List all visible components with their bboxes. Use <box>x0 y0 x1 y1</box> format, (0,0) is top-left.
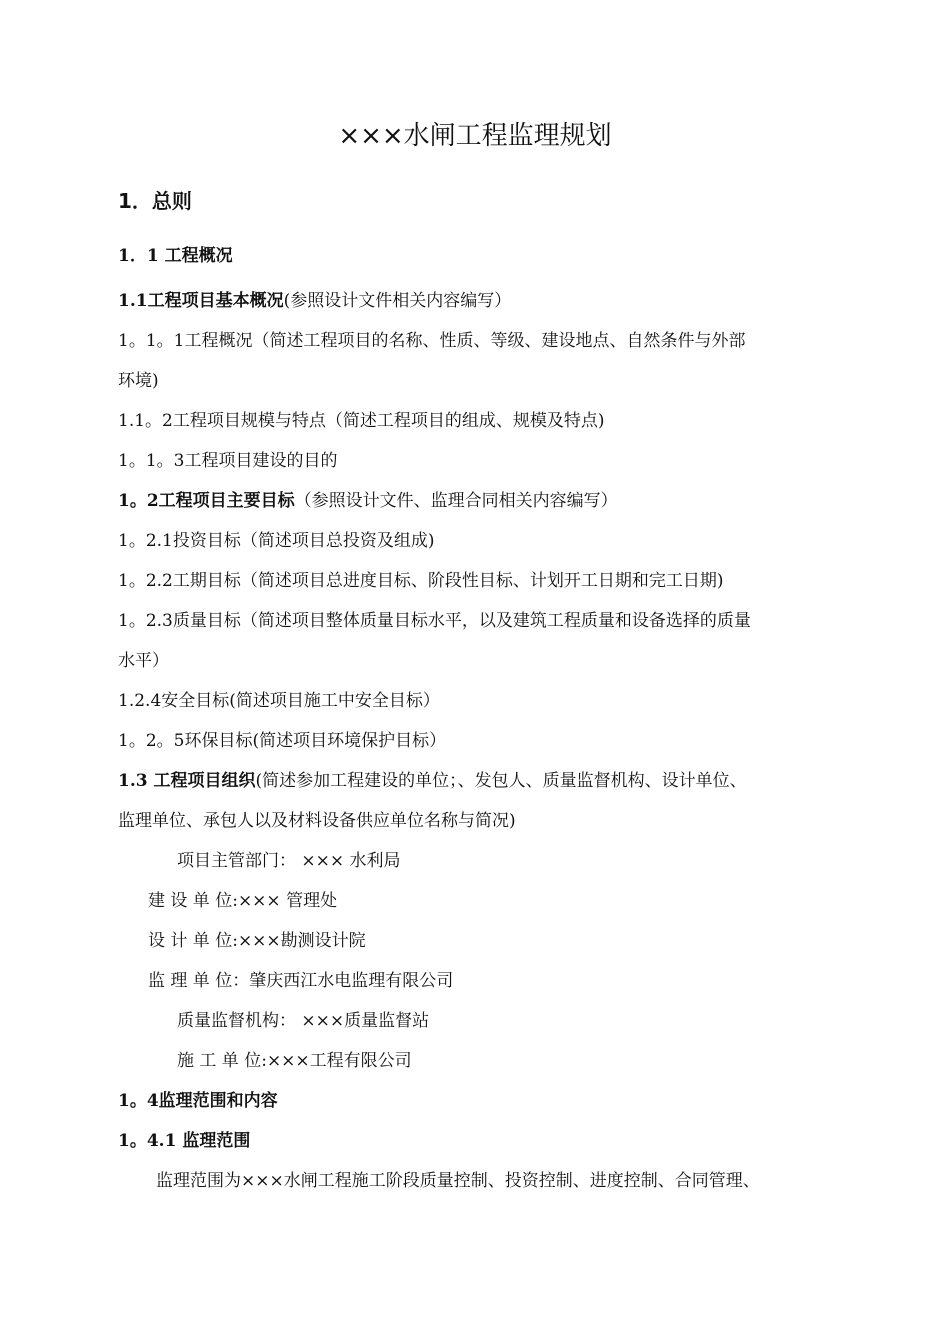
section-1-4-1-heading: 1。4.1 监理范围 <box>118 1131 251 1151</box>
item-1-2-4-line: 1.2.4安全目标(简述项目施工中安全目标） <box>118 691 440 711</box>
item-1-2-label: 1。2工程项目主要目标 <box>118 491 295 511</box>
item-1-3-line1 <box>118 769 747 793</box>
org-construction-unit: 建 设 单 位:××× 管理处 <box>148 891 338 911</box>
org-supervising-dept: 项目主管部门： ××× 水利局 <box>177 851 401 871</box>
section-1-heading: 1．总则 <box>118 189 192 213</box>
item-1-1-line <box>118 289 511 313</box>
scope-paragraph: 监理范围为×××水闸工程施工阶段质量控制、投资控制、进度控制、合同管理、 <box>156 1171 760 1191</box>
item-1-2-2-line: 1。2.2工期目标（简述项目总进度目标、阶段性目标、计划开工日期和完工日期) <box>118 571 724 591</box>
document-title: ×××水闸工程监理规划 <box>338 121 612 151</box>
item-1-2-note: （参照设计文件、监理合同相关内容编写） <box>294 491 618 511</box>
item-1-1-2-line: 1.1。2工程项目规模与特点（简述工程项目的组成、规模及特点) <box>118 411 605 431</box>
org-contractor: 施 工 单 位:×××工程有限公司 <box>177 1051 412 1071</box>
item-1-1-3-line: 1。1。3工程项目建设的目的 <box>118 451 338 471</box>
item-1-1-1-line2: 环境) <box>118 371 159 391</box>
item-1-2-3-line1: 1。2.3质量目标（简述项目整体质量目标水平，以及建筑工程质量和设备选择的质量 <box>118 611 751 631</box>
item-1-2-1-line: 1。2.1投资目标（简述项目总投资及组成) <box>118 531 435 551</box>
org-design-unit: 设 计 单 位:×××勘测设计院 <box>148 931 366 951</box>
item-1-1-1-line1: 1。1。1工程概况（简述工程项目的名称、性质、等级、建设地点、自然条件与外部 <box>118 331 746 351</box>
item-1-1-label: 1.1工程项目基本概况 <box>118 291 284 311</box>
item-1-2-5-line: 1。2。5环保目标(简述项目环境保护目标） <box>118 731 447 751</box>
section-1-4-heading: 1。4监理范围和内容 <box>118 1091 278 1111</box>
section-1-1-heading: 1．1 工程概况 <box>118 246 233 266</box>
item-1-2-line <box>118 489 618 513</box>
org-quality-agency: 质量监督机构： ×××质量监督站 <box>177 1011 430 1031</box>
item-1-3-label: 1.3 工程项目组织 <box>118 771 256 791</box>
item-1-2-3-line2: 水平） <box>118 651 169 671</box>
item-1-3-line2: 监理单位、承包人以及材料设备供应单位名称与简况) <box>118 811 516 831</box>
org-supervision-unit: 监 理 单 位：肇庆西江水电监理有限公司 <box>148 971 454 991</box>
item-1-1-note: (参照设计文件相关内容编写） <box>283 291 512 311</box>
item-1-3-note: (简述参加工程建设的单位；、发包人、质量监督机构、设计单位、 <box>255 771 747 791</box>
